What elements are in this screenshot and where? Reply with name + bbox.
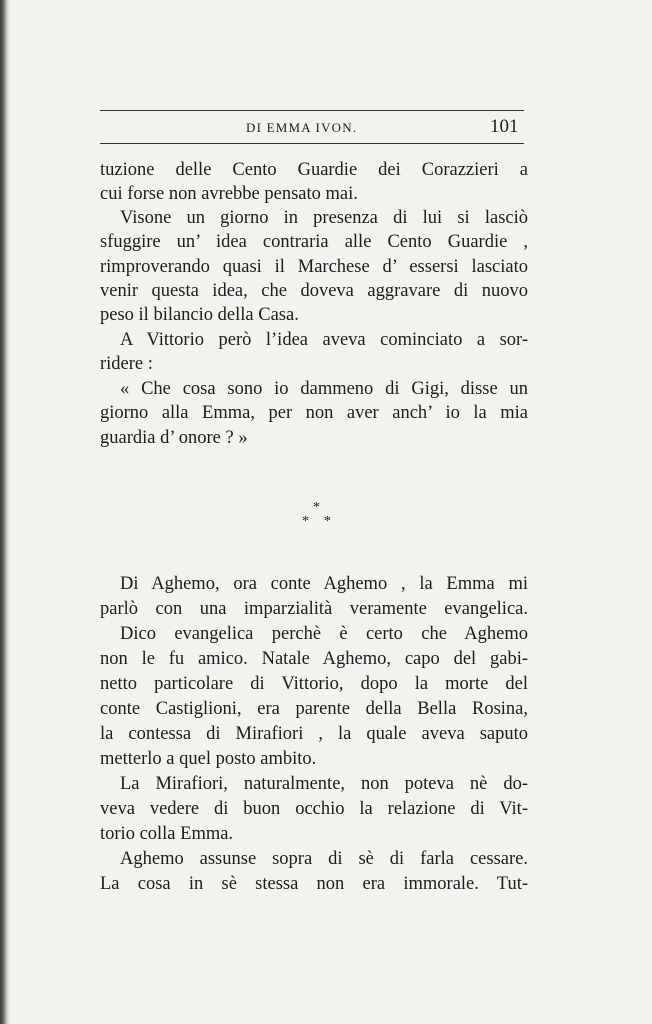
text-line: torio colla Emma. xyxy=(100,824,234,844)
text-line: non le fu amico. Natale Aghemo, capo del gabi- xyxy=(100,649,528,669)
text-line: cui forse non avrebbe pensato mai. xyxy=(100,184,358,204)
text-line: Dico evangelica perchè è certo che Aghemo xyxy=(120,624,528,644)
text-line: sfuggire un’ idea contraria alle Cento Guardie , xyxy=(100,232,528,252)
running-head: DI EMMA IVON. xyxy=(246,120,358,135)
text-line: La Mirafiori, naturalmente, non poteva nè do- xyxy=(120,774,528,794)
text-line: tuzione delle Cento Guardie dei Corazzieri a xyxy=(100,160,528,180)
text-line: Di Aghemo, ora conte Aghemo , la Emma mi xyxy=(120,574,528,594)
header-rule-top xyxy=(100,110,524,111)
text-line: venir questa idea, che doveva aggravare di nuovo xyxy=(100,281,528,301)
text-line: parlò con una imparzialità veramente evangelica. xyxy=(100,599,528,619)
text-line: metterlo a quel posto ambito. xyxy=(100,749,317,769)
header-rule-bottom xyxy=(100,143,524,144)
text-line: ridere : xyxy=(100,354,153,374)
text-line: « Che cosa sono io dammeno di Gigi, disse un xyxy=(120,379,528,399)
page-number: 101 xyxy=(490,116,519,137)
text-line: Visone un giorno in presenza di lui si lasciò xyxy=(120,208,528,228)
text-line: veva vedere di buon occhio la relazione di Vit- xyxy=(100,799,528,819)
svg-text:*: * xyxy=(324,514,331,528)
text-line: A Vittorio però l’idea aveva cominciato a sor- xyxy=(120,330,528,350)
text-line: conte Castiglioni, era parente della Bella Rosina, xyxy=(100,699,528,719)
text-line: La cosa in sè stessa non era immorale. Tut- xyxy=(100,874,528,894)
asterism-section-break xyxy=(290,498,350,528)
text-line: la contessa di Mirafiori , la quale aveva saputo xyxy=(100,724,528,744)
text-line: rimproverando quasi il Marchese d’ essersi lasciato xyxy=(100,257,528,277)
svg-text:*: * xyxy=(313,500,320,515)
text-line: netto particolare di Vittorio, dopo la morte del xyxy=(100,674,528,694)
text-line: Aghemo assunse sopra di sè di farla cessare. xyxy=(120,849,528,869)
text-line: giorno alla Emma, per non aver anch’ io la mia xyxy=(100,403,528,423)
svg-text:*: * xyxy=(302,514,309,528)
text-line: peso il bilancio della Casa. xyxy=(100,305,299,325)
text-line: guardia d’ onore ? » xyxy=(100,428,248,448)
page-binding-edge xyxy=(0,0,10,1024)
